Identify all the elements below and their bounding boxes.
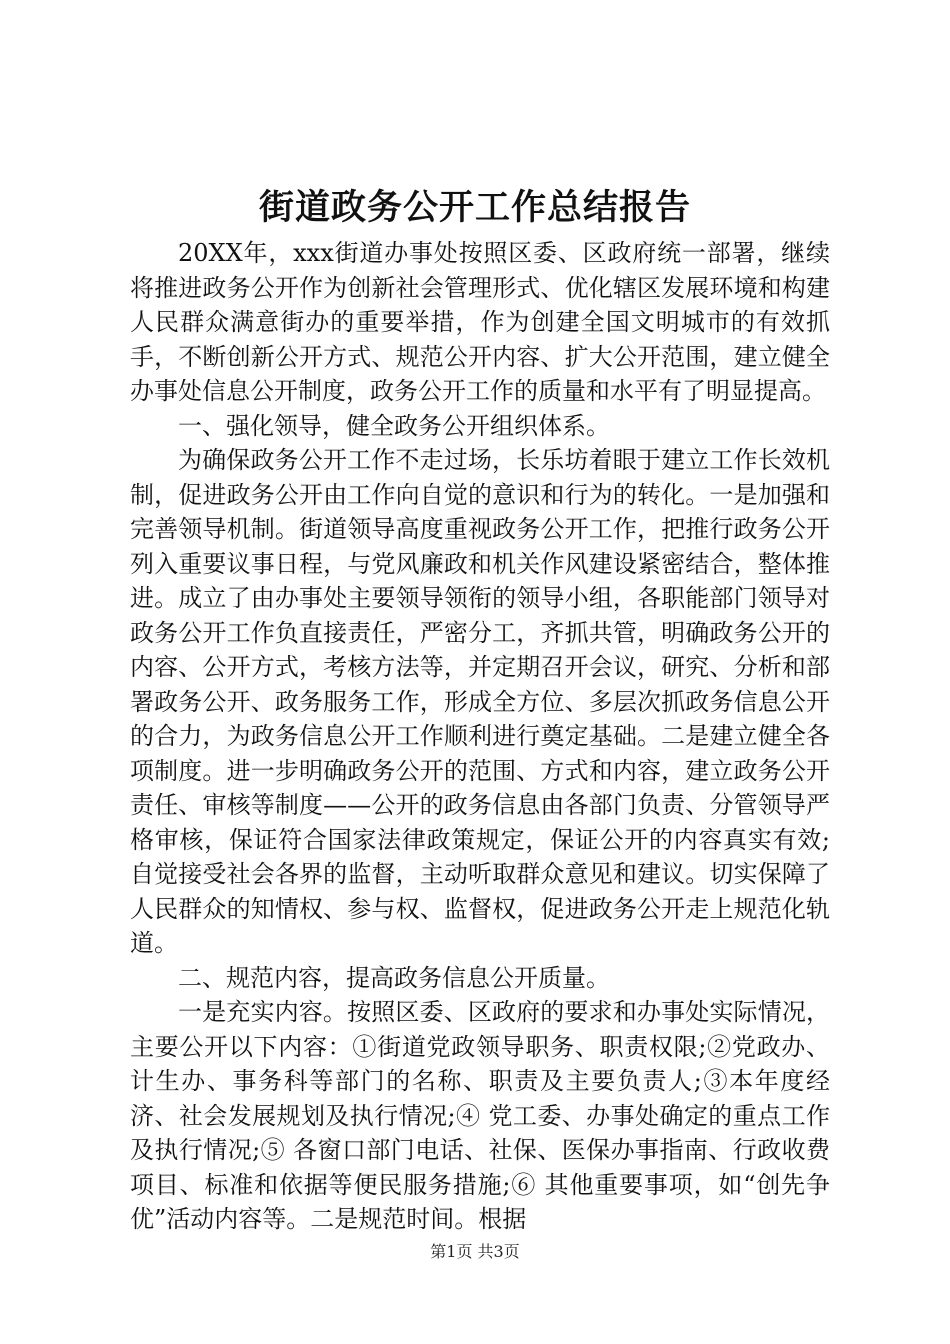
- section-2-paragraph: 一是充实内容。按照区委、区政府的要求和办事处实际情况，主要公开以下内容：①街道党政领导职务、职责权限;②党政办、计生办、事务科等部门的名称、职责及主要负责人;③本年度经济、社会发展规划及执行情况;④ 党工委、办事处确定的重点工作及执行情况;⑤ 各窗口部门电话、社保、医保办事指南、行政收费项目、标准和依据等便民服务措施;⑥ 其他重要事项，如“创先争优”活动内容等。二是规范时间。根据: [130, 998, 830, 1233]
- section-heading-1: 一、强化领导，健全政务公开组织体系。: [178, 411, 610, 440]
- section-heading-2: 二、规范内容，提高政务信息公开质量。: [178, 963, 610, 992]
- document-body: [130, 236, 830, 1237]
- intro-paragraph: 20XX年，xxx街道办事处按照区委、区政府统一部署，继续将推进政务公开作为创新社会管理形式、优化辖区发展环境和构建人民群众满意街办的重要举措，作为创建全国文明城市的有效抓手，不断创新公开方式、规范公开内容、扩大公开范围，建立健全办事处信息公开制度，政务公开工作的质量和水平有了明显提高。: [130, 239, 830, 405]
- page-number-footer: 第1页 共3页: [430, 1242, 520, 1261]
- section-1-paragraph: 为确保政务公开工作不走过场，长乐坊着眼于建立工作长效机制，促进政务公开由工作向自觉的意识和行为的转化。一是加强和完善领导机制。街道领导高度重视政务公开工作，把推行政务公开列入重要议事日程，与党风廉政和机关作风建设紧密结合，整体推进。成立了由办事处主要领导领衔的领导小组，各职能部门领导对政务公开工作负直接责任，严密分工，齐抓共管，明确政务公开的内容、公开方式，考核方法等，并定期召开会议，研究、分析和部署政务公开、政务服务工作，形成全方位、多层次抓政务信息公开的合力，为政务信息公开工作顺利进行奠定基础。二是建立健全各项制度。进一步明确政务公开的范围、方式和内容，建立政务公开责任、审核等制度——公开的政务信息由各部门负责、分管领导严格审核，保证符合国家法律政策规定，保证公开的内容真实有效;自觉接受社会各界的监督，主动听取群众意见和建议。切实保障了人民群众的知情权、参与权、监督权，促进政务公开走上规范化轨道。: [130, 446, 830, 957]
- document-title: 街道政务公开工作总结报告: [258, 187, 691, 228]
